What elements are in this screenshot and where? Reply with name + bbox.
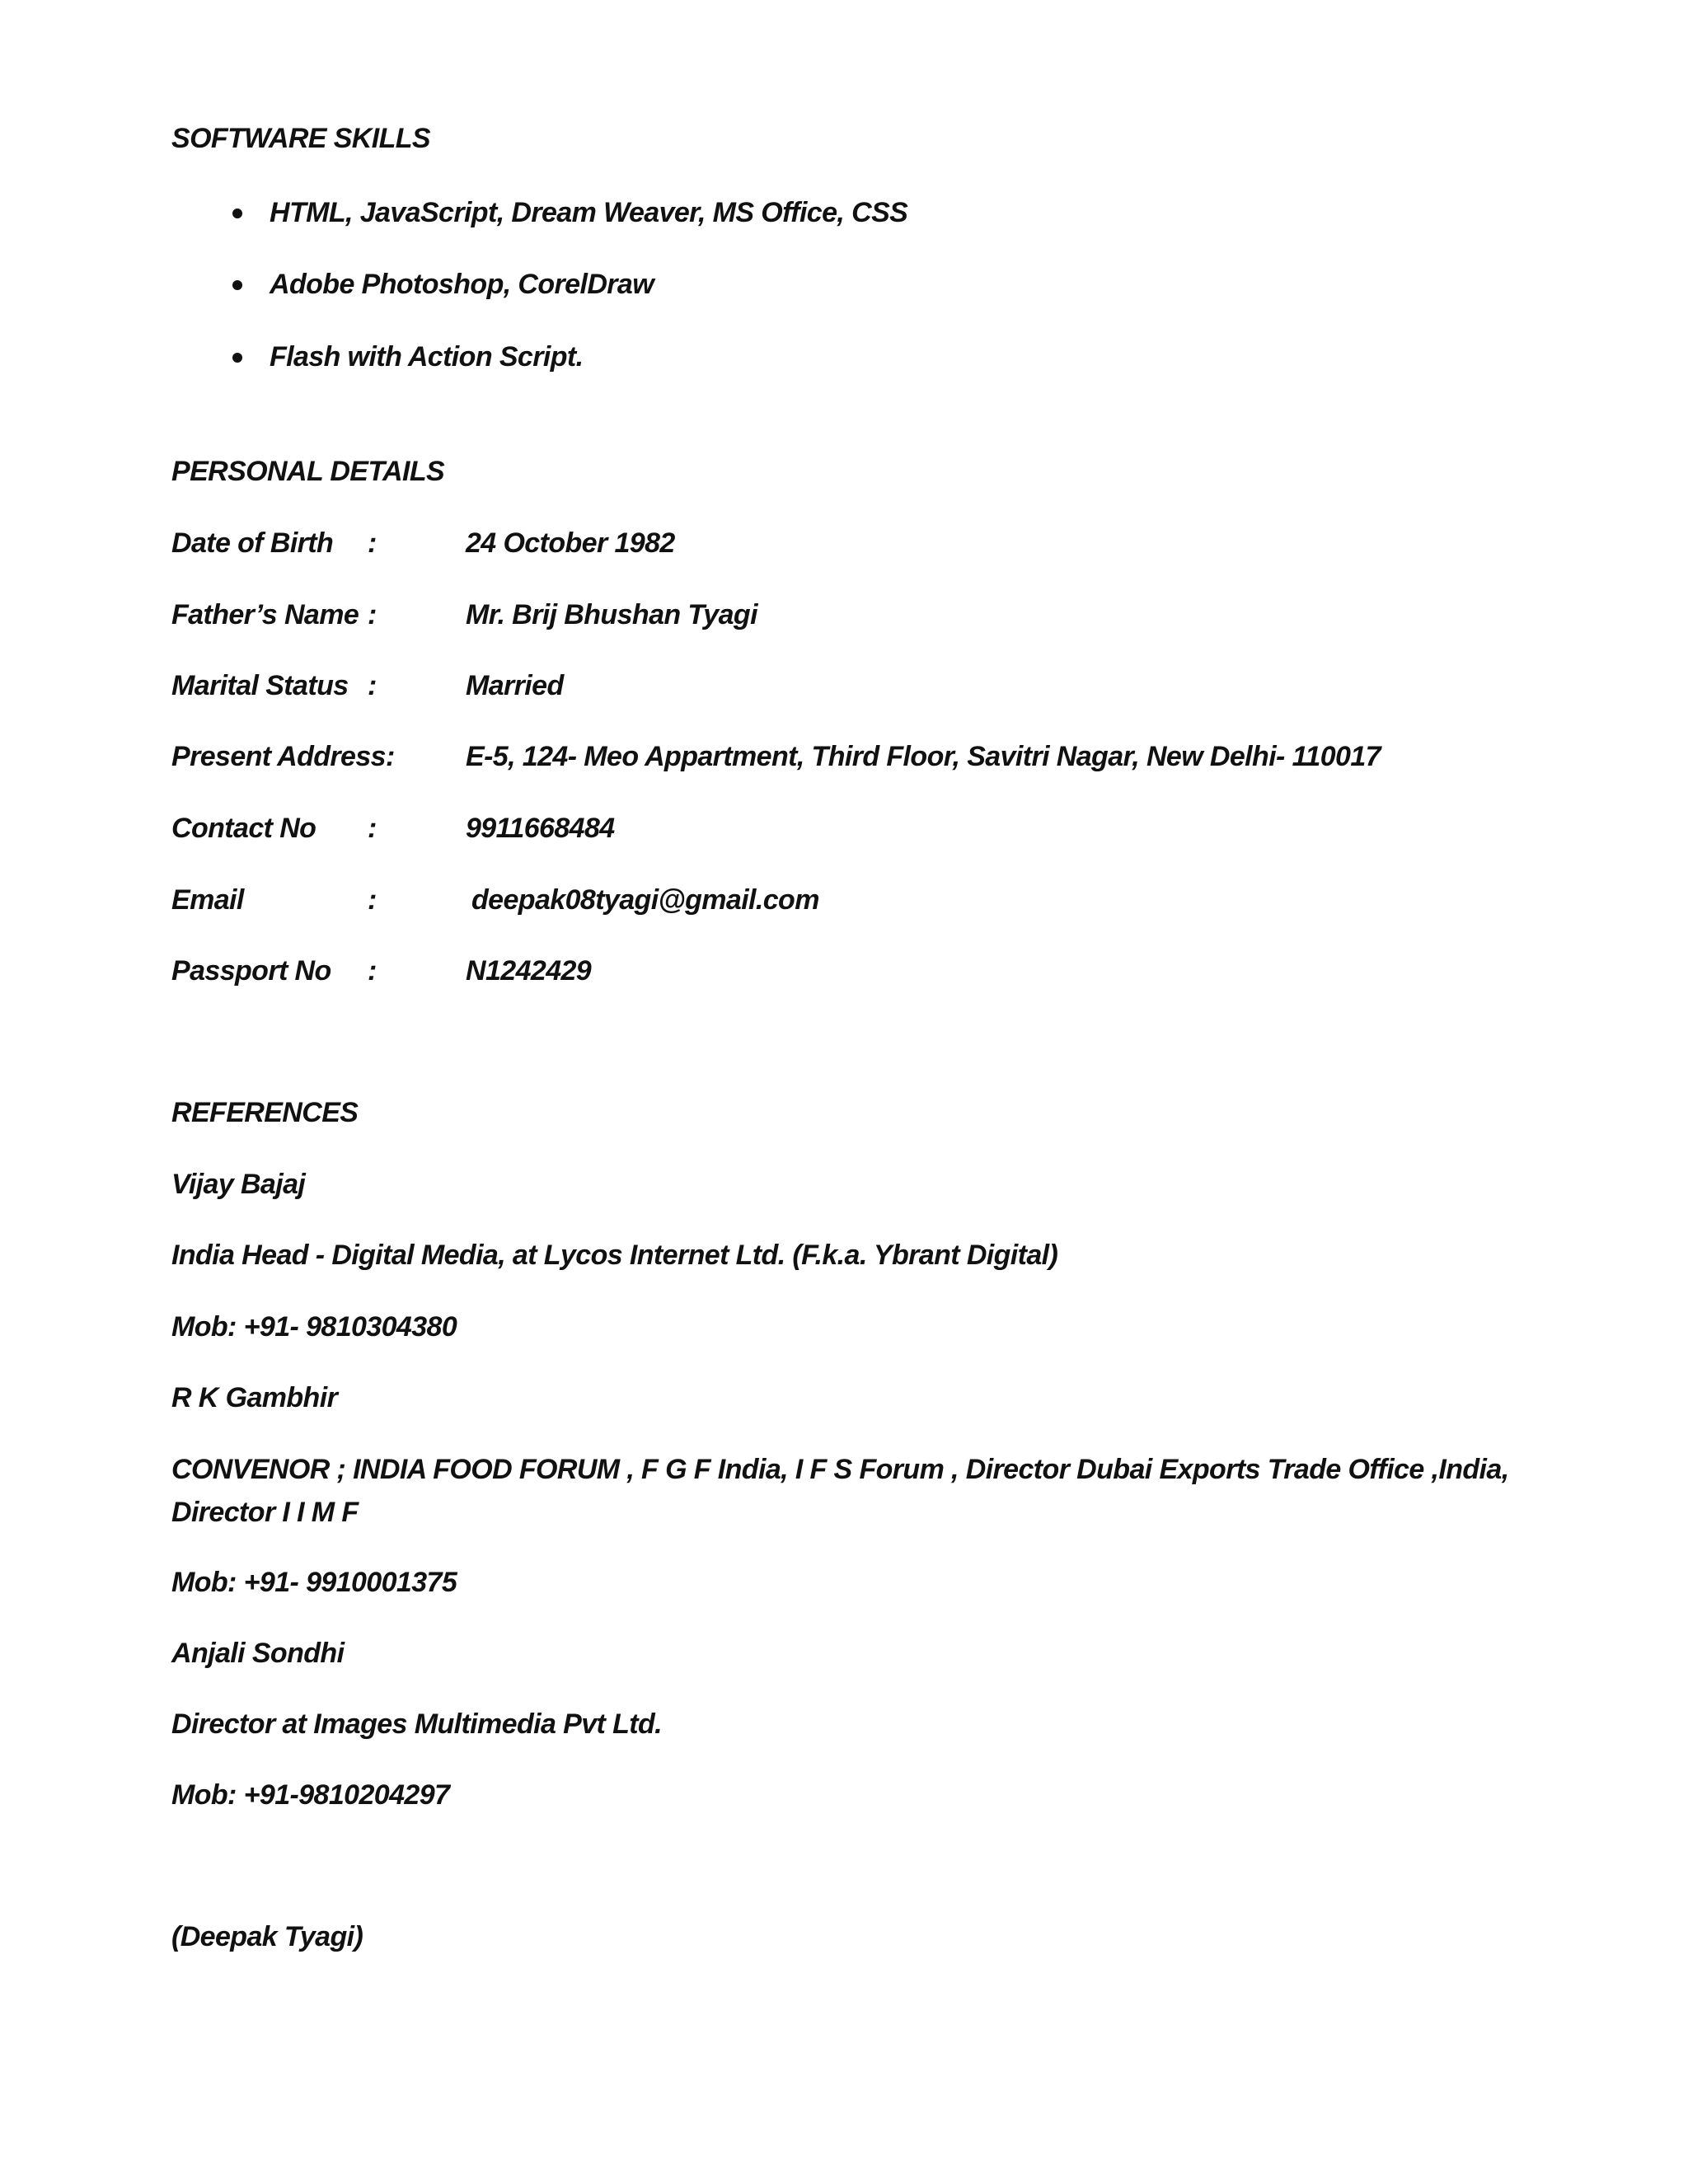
reference-title: Director at Images Multimedia Pvt Ltd. [171,1708,662,1740]
detail-label-address: Present Address: [171,741,395,772]
detail-label-passport: Passport No [171,955,331,987]
bullet-icon [232,353,242,363]
detail-value-passport: N1242429 [466,955,592,987]
detail-separator: : [368,670,377,701]
detail-value-contact: 9911668484 [466,813,615,844]
detail-label-contact: Contact No [171,813,316,844]
bullet-icon [232,209,242,218]
detail-separator: : [368,527,377,559]
detail-label-dob: Date of Birth [171,527,334,559]
skill-item: HTML, JavaScript, Dream Weaver, MS Office, CSS [270,197,908,228]
detail-value-dob: 24 October 1982 [466,527,675,559]
bullet-icon [232,280,242,290]
personal-details-heading: PERSONAL DETAILS [171,456,445,487]
detail-value-marital: Married [466,670,564,701]
detail-value-address: E-5, 124- Meo Appartment, Third Floor, Savitri Nagar, New Delhi- 110017 [466,741,1381,772]
references-heading: REFERENCES [171,1097,359,1128]
detail-separator: : [368,599,377,630]
detail-label-father: Father’s Name [171,599,359,630]
signature-name: (Deepak Tyagi) [171,1921,363,1952]
reference-title: India Head - Digital Media, at Lycos Internet Ltd. (F.k.a. Ybrant Digital) [171,1240,1058,1271]
reference-mobile: Mob: +91- 9910001375 [171,1567,457,1598]
skill-item: Adobe Photoshop, CorelDraw [270,269,654,300]
reference-name: R K Gambhir [171,1382,338,1413]
detail-value-father: Mr. Brij Bhushan Tyagi [466,599,757,630]
reference-mobile: Mob: +91-9810204297 [171,1779,450,1811]
detail-separator: : [368,813,377,844]
reference-mobile: Mob: +91- 9810304380 [171,1311,457,1343]
detail-label-marital: Marital Status [171,670,349,701]
detail-separator: : [368,884,377,916]
detail-label-email: Email [171,884,244,916]
detail-separator: : [368,955,377,987]
skill-item: Flash with Action Script. [270,341,584,373]
reference-name: Vijay Bajaj [171,1169,306,1200]
detail-value-email: deepak08tyagi@gmail.com [471,884,819,916]
software-skills-heading: SOFTWARE SKILLS [171,123,431,154]
reference-name: Anjali Sondhi [171,1638,345,1669]
reference-title: CONVENOR ; INDIA FOOD FORUM , F G F India, I F S Forum , Director Dubai Exports Trade Office ,India, Director I I M F [171,1454,1509,1528]
